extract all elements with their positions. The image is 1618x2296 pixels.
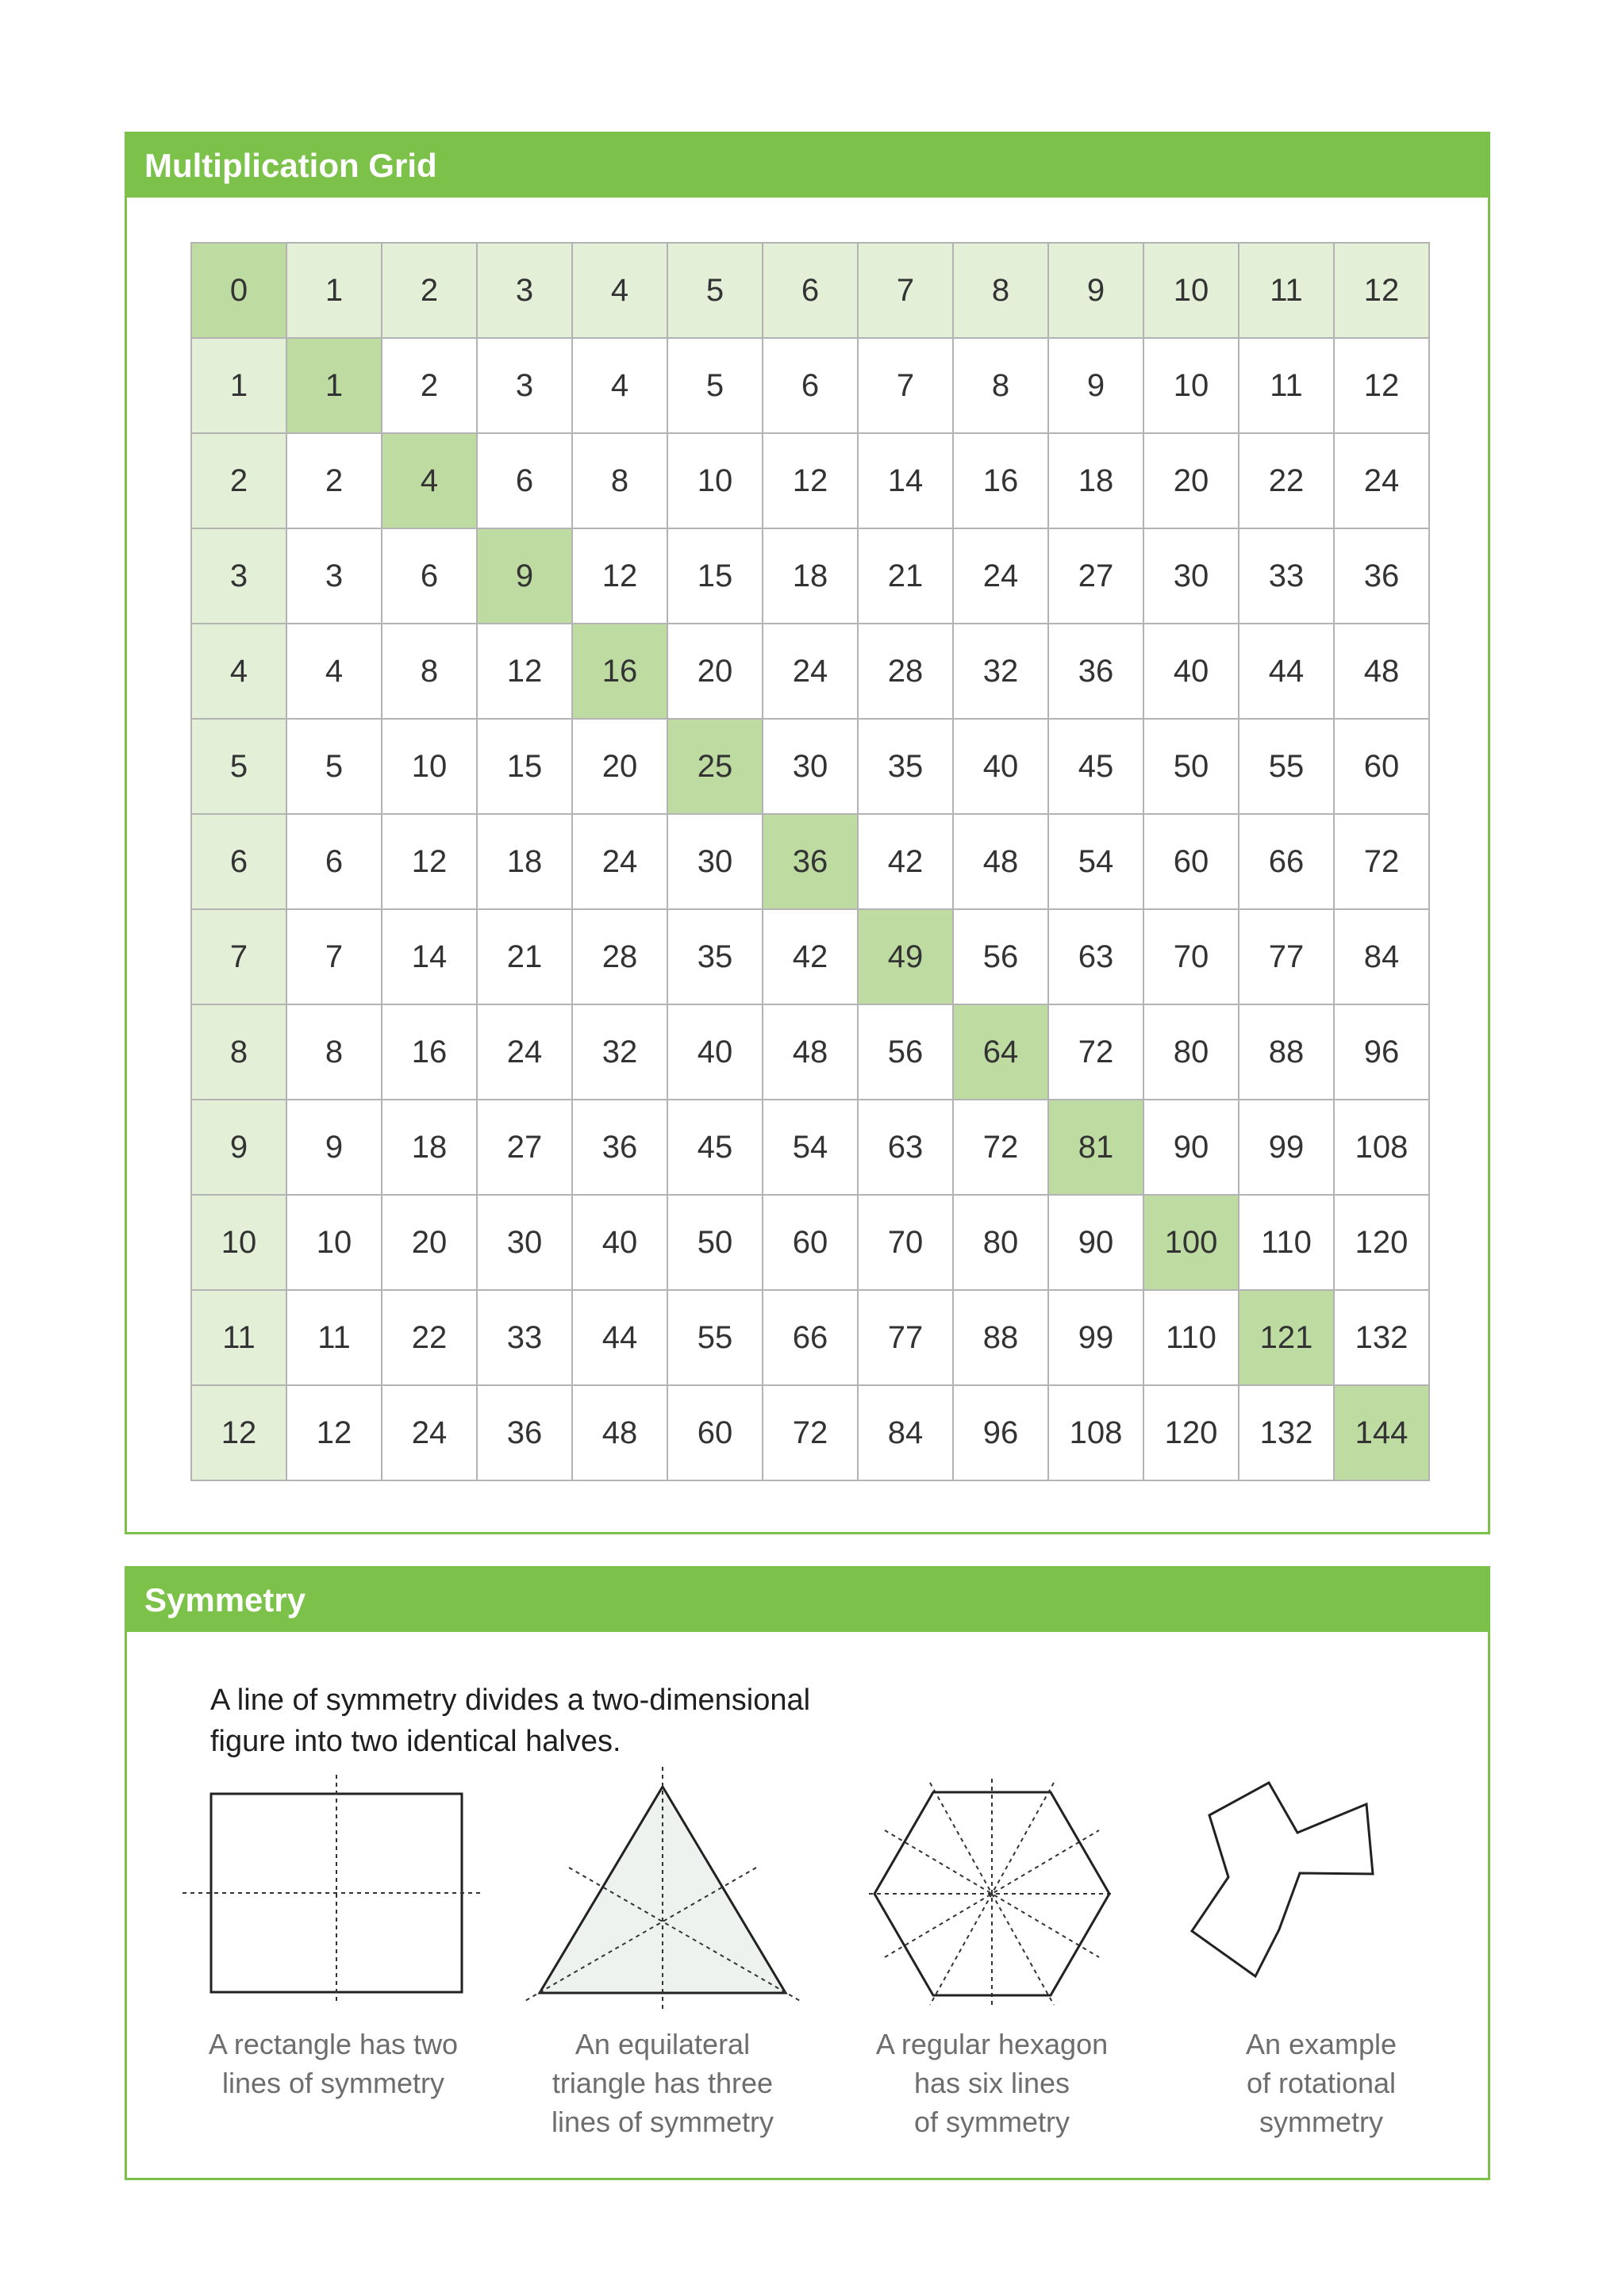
grid-cell: 40 (1143, 624, 1239, 719)
grid-row (191, 1195, 1429, 1290)
grid-cell: 63 (858, 1100, 953, 1195)
grid-cell: 55 (667, 1290, 763, 1385)
grid-row (191, 433, 1429, 528)
grid-cell: 110 (1239, 1195, 1334, 1290)
grid-column-header: 12 (1334, 243, 1429, 338)
hexagon-symmetry-lines (869, 1779, 1115, 2009)
caption-line: An example (1245, 2028, 1397, 2060)
grid-row-header: 3 (191, 528, 286, 624)
triangle-figure (512, 1767, 813, 2021)
grid-cell: 30 (477, 1195, 572, 1290)
grid-cell: 56 (858, 1004, 953, 1100)
grid-cell: 22 (1239, 433, 1334, 528)
grid-cell: 60 (1334, 719, 1429, 814)
grid-cell: 48 (953, 814, 1048, 909)
grid-square-cell: 36 (763, 814, 858, 909)
grid-cell: 88 (1239, 1004, 1334, 1100)
grid-cell: 12 (572, 528, 667, 624)
caption-line: A regular hexagon (875, 2028, 1109, 2060)
grid-cell: 7 (286, 909, 382, 1004)
grid-cell: 54 (1048, 814, 1143, 909)
grid-cell: 24 (382, 1385, 477, 1480)
grid-cell: 48 (1334, 624, 1429, 719)
grid-cell: 18 (763, 528, 858, 624)
grid-square-cell: 9 (477, 528, 572, 624)
grid-cell: 66 (1239, 814, 1334, 909)
grid-cell: 108 (1334, 1100, 1429, 1195)
grid-cell: 70 (858, 1195, 953, 1290)
grid-cell: 20 (572, 719, 667, 814)
grid-cell: 40 (953, 719, 1048, 814)
grid-cell: 54 (763, 1100, 858, 1195)
caption-line: has six lines (913, 2067, 1070, 2099)
grid-row-header: 4 (191, 624, 286, 719)
rotational-figure (1170, 1767, 1472, 2021)
grid-cell: 8 (572, 433, 667, 528)
grid-row (191, 719, 1429, 814)
grid-cell: 11 (286, 1290, 382, 1385)
grid-cell: 40 (667, 1004, 763, 1100)
grid-column-header: 3 (477, 243, 572, 338)
grid-row (191, 1004, 1429, 1100)
grid-cell: 60 (763, 1195, 858, 1290)
grid-cell: 44 (572, 1290, 667, 1385)
grid-cell: 12 (477, 624, 572, 719)
grid-cell: 35 (667, 909, 763, 1004)
grid-cell: 24 (572, 814, 667, 909)
grid-cell: 77 (858, 1290, 953, 1385)
grid-cell: 96 (953, 1385, 1048, 1480)
grid-cell: 6 (763, 338, 858, 433)
symmetry-title: Symmetry (127, 1568, 1488, 1632)
grid-cell: 6 (382, 528, 477, 624)
grid-cell: 120 (1334, 1195, 1429, 1290)
grid-cell: 10 (1143, 338, 1239, 433)
grid-row-header: 6 (191, 814, 286, 909)
grid-cell: 40 (572, 1195, 667, 1290)
grid-cell: 18 (477, 814, 572, 909)
grid-cell: 10 (286, 1195, 382, 1290)
grid-square-cell: 1 (286, 338, 382, 433)
hexagon-figure (841, 1767, 1143, 2021)
caption-line: lines of symmetry (221, 2067, 445, 2099)
caption-line: An equilateral (575, 2028, 751, 2060)
grid-cell: 35 (858, 719, 953, 814)
grid-cell: 21 (477, 909, 572, 1004)
grid-cell: 132 (1334, 1290, 1429, 1385)
grid-cell: 4 (286, 624, 382, 719)
grid-cell: 18 (1048, 433, 1143, 528)
grid-cell: 15 (477, 719, 572, 814)
grid-cell: 10 (667, 433, 763, 528)
grid-row-header: 12 (191, 1385, 286, 1480)
caption-line: A rectangle has two (208, 2028, 459, 2060)
grid-column-header: 6 (763, 243, 858, 338)
grid-cell: 48 (763, 1004, 858, 1100)
grid-cell: 99 (1048, 1290, 1143, 1385)
multiplication-grid (190, 242, 1430, 1481)
grid-row-header: 7 (191, 909, 286, 1004)
grid-column-header: 8 (953, 243, 1048, 338)
grid-cell: 8 (382, 624, 477, 719)
grid-cell: 8 (286, 1004, 382, 1100)
grid-cell: 16 (382, 1004, 477, 1100)
grid-cell: 110 (1143, 1290, 1239, 1385)
caption-line: of rotational (1246, 2067, 1397, 2099)
grid-cell: 99 (1239, 1100, 1334, 1195)
grid-cell: 72 (1334, 814, 1429, 909)
grid-cell: 50 (667, 1195, 763, 1290)
grid-cell: 84 (858, 1385, 953, 1480)
grid-cell: 44 (1239, 624, 1334, 719)
grid-cell: 60 (1143, 814, 1239, 909)
grid-cell: 60 (667, 1385, 763, 1480)
grid-row (191, 1290, 1429, 1385)
grid-cell: 2 (382, 338, 477, 433)
grid-column-header: 9 (1048, 243, 1143, 338)
grid-cell: 12 (382, 814, 477, 909)
grid-row-header: 8 (191, 1004, 286, 1100)
rectangle-caption (183, 2025, 484, 2102)
grid-cell: 5 (286, 719, 382, 814)
grid-cell: 27 (477, 1100, 572, 1195)
grid-column-header: 10 (1143, 243, 1239, 338)
grid-cell: 12 (763, 433, 858, 528)
grid-square-cell: 49 (858, 909, 953, 1004)
symmetry-intro (210, 1680, 810, 1762)
grid-column-header: 11 (1239, 243, 1334, 338)
grid-cell: 108 (1048, 1385, 1143, 1480)
grid-row (191, 1100, 1429, 1195)
grid-cell: 28 (572, 909, 667, 1004)
grid-cell: 80 (1143, 1004, 1239, 1100)
grid-row-header: 11 (191, 1290, 286, 1385)
grid-cell: 12 (1334, 338, 1429, 433)
grid-cell: 6 (477, 433, 572, 528)
grid-row-header: 9 (191, 1100, 286, 1195)
grid-cell: 24 (477, 1004, 572, 1100)
grid-row (191, 338, 1429, 433)
grid-column-header: 2 (382, 243, 477, 338)
grid-square-cell: 64 (953, 1004, 1048, 1100)
grid-cell: 12 (286, 1385, 382, 1480)
grid-cell: 30 (667, 814, 763, 909)
grid-cell: 21 (858, 528, 953, 624)
grid-row-header: 2 (191, 433, 286, 528)
grid-cell: 63 (1048, 909, 1143, 1004)
grid-cell: 4 (572, 338, 667, 433)
grid-cell: 14 (382, 909, 477, 1004)
grid-cell: 72 (1048, 1004, 1143, 1100)
grid-cell: 24 (763, 624, 858, 719)
grid-square-cell: 81 (1048, 1100, 1143, 1195)
grid-cell: 9 (1048, 338, 1143, 433)
grid-square-cell: 16 (572, 624, 667, 719)
grid-cell: 3 (286, 528, 382, 624)
grid-cell: 36 (477, 1385, 572, 1480)
grid-column-header: 5 (667, 243, 763, 338)
grid-cell: 45 (1048, 719, 1143, 814)
grid-cell: 45 (667, 1100, 763, 1195)
grid-cell: 36 (572, 1100, 667, 1195)
grid-cell: 30 (763, 719, 858, 814)
grid-cell: 14 (858, 433, 953, 528)
grid-cell: 96 (1334, 1004, 1429, 1100)
grid-cell: 20 (667, 624, 763, 719)
grid-cell: 84 (1334, 909, 1429, 1004)
grid-cell: 90 (1048, 1195, 1143, 1290)
grid-square-cell: 4 (382, 433, 477, 528)
triangle-caption (512, 2025, 813, 2141)
grid-cell: 2 (286, 433, 382, 528)
grid-cell: 10 (382, 719, 477, 814)
grid-cell: 16 (953, 433, 1048, 528)
rotational-shape (1192, 1783, 1373, 1976)
grid-cell: 27 (1048, 528, 1143, 624)
grid-row-header: 10 (191, 1195, 286, 1290)
grid-row (191, 624, 1429, 719)
caption-line: symmetry (1259, 2106, 1383, 2138)
grid-corner-cell: 0 (191, 243, 286, 338)
grid-cell: 77 (1239, 909, 1334, 1004)
grid-cell: 22 (382, 1290, 477, 1385)
grid-cell: 24 (1334, 433, 1429, 528)
grid-cell: 32 (572, 1004, 667, 1100)
grid-row (191, 243, 1429, 338)
grid-cell: 24 (953, 528, 1048, 624)
grid-cell: 120 (1143, 1385, 1239, 1480)
grid-cell: 48 (572, 1385, 667, 1480)
multiplication-grid-panel (125, 132, 1490, 1534)
grid-cell: 90 (1143, 1100, 1239, 1195)
grid-cell: 11 (1239, 338, 1334, 433)
rectangle-figure (183, 1767, 484, 2005)
grid-cell: 70 (1143, 909, 1239, 1004)
grid-cell: 88 (953, 1290, 1048, 1385)
grid-cell: 56 (953, 909, 1048, 1004)
grid-cell: 6 (286, 814, 382, 909)
grid-cell: 132 (1239, 1385, 1334, 1480)
grid-cell: 18 (382, 1100, 477, 1195)
hexagon-caption (841, 2025, 1143, 2141)
caption-line: triangle has three (552, 2067, 774, 2099)
grid-cell: 7 (858, 338, 953, 433)
grid-square-cell: 144 (1334, 1385, 1429, 1480)
grid-column-header: 1 (286, 243, 382, 338)
multiplication-grid-title: Multiplication Grid (127, 134, 1488, 198)
grid-cell: 3 (477, 338, 572, 433)
grid-cell: 9 (286, 1100, 382, 1195)
grid-cell: 55 (1239, 719, 1334, 814)
grid-cell: 33 (477, 1290, 572, 1385)
grid-cell: 66 (763, 1290, 858, 1385)
grid-cell: 5 (667, 338, 763, 433)
grid-cell: 15 (667, 528, 763, 624)
grid-column-header: 4 (572, 243, 667, 338)
grid-row (191, 814, 1429, 909)
caption-line: of symmetry (913, 2106, 1070, 2138)
grid-cell: 42 (763, 909, 858, 1004)
grid-cell: 30 (1143, 528, 1239, 624)
grid-cell: 72 (953, 1100, 1048, 1195)
grid-row-header: 5 (191, 719, 286, 814)
grid-cell: 36 (1048, 624, 1143, 719)
grid-square-cell: 121 (1239, 1290, 1334, 1385)
symmetry-panel (125, 1566, 1490, 2180)
grid-cell: 8 (953, 338, 1048, 433)
grid-cell: 50 (1143, 719, 1239, 814)
grid-row (191, 1385, 1429, 1480)
grid-square-cell: 100 (1143, 1195, 1239, 1290)
grid-square-cell: 25 (667, 719, 763, 814)
grid-row (191, 909, 1429, 1004)
grid-cell: 72 (763, 1385, 858, 1480)
grid-cell: 42 (858, 814, 953, 909)
grid-row (191, 528, 1429, 624)
grid-cell: 33 (1239, 528, 1334, 624)
caption-line: lines of symmetry (551, 2106, 774, 2138)
grid-row-header: 1 (191, 338, 286, 433)
grid-cell: 32 (953, 624, 1048, 719)
symmetry-intro-line: figure into two identical halves. (210, 1725, 621, 1758)
symmetry-intro-line: A line of symmetry divides a two-dimensional (210, 1684, 811, 1717)
grid-cell: 20 (382, 1195, 477, 1290)
grid-cell: 36 (1334, 528, 1429, 624)
grid-cell: 20 (1143, 433, 1239, 528)
grid-cell: 28 (858, 624, 953, 719)
rotational-caption (1170, 2025, 1472, 2141)
grid-column-header: 7 (858, 243, 953, 338)
grid-cell: 80 (953, 1195, 1048, 1290)
